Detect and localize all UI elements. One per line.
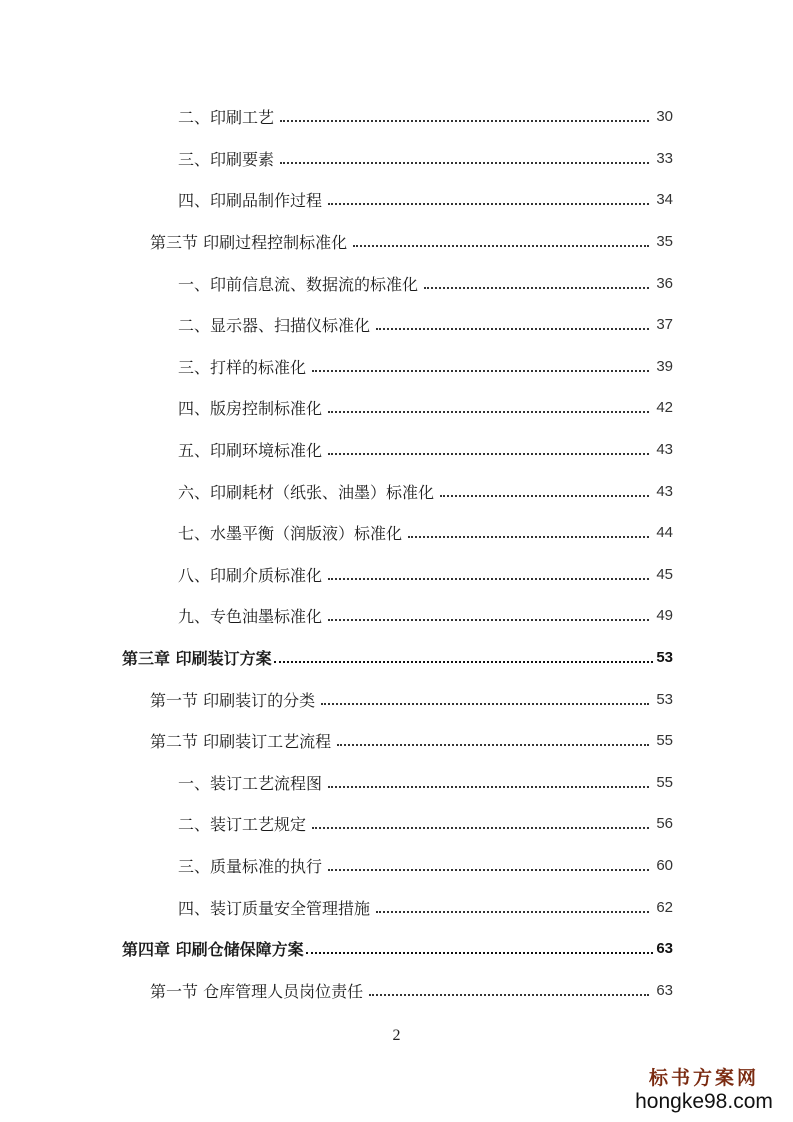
toc-dot-leader <box>376 327 649 330</box>
toc-entry-title: 五、印刷环境标准化 <box>178 441 323 461</box>
toc-entry-page: 35 <box>656 233 673 251</box>
toc-entry-page: 44 <box>656 524 673 542</box>
page-number: 2 <box>392 1027 401 1044</box>
toc-entry-page: 55 <box>656 732 673 750</box>
toc-dot-leader <box>274 660 653 663</box>
toc-entry[interactable] <box>0 512 793 554</box>
toc-entry[interactable] <box>0 678 793 720</box>
toc-dot-leader <box>312 826 649 829</box>
toc-dot-leader <box>328 618 649 621</box>
toc-entry-title: 三、印刷要素 <box>178 149 275 169</box>
toc-entry[interactable] <box>0 96 793 138</box>
toc-entry-page: 42 <box>656 399 673 417</box>
toc-entry-page: 49 <box>656 607 673 625</box>
toc-entry[interactable] <box>0 845 793 887</box>
toc-entry[interactable] <box>0 762 793 804</box>
toc-entry[interactable] <box>0 387 793 429</box>
toc-entry[interactable] <box>0 928 793 970</box>
toc-entry-page: 62 <box>656 898 673 916</box>
toc-entry-page: 63 <box>656 940 673 958</box>
toc-dot-leader <box>328 785 649 788</box>
toc-entry-page: 53 <box>656 690 673 708</box>
toc-dot-leader <box>306 951 653 954</box>
toc-entry[interactable] <box>0 720 793 762</box>
toc-entry-title: 第一节 仓库管理人员岗位责任 <box>150 981 364 1001</box>
toc-entry-title: 四、装订质量安全管理措施 <box>178 898 371 918</box>
toc-dot-leader <box>328 410 649 413</box>
toc-dot-leader <box>328 202 649 205</box>
watermark-url-text: hongke98.com <box>635 1090 773 1113</box>
toc-entry[interactable] <box>0 470 793 512</box>
toc-entry-title: 第四章 印刷仓储保障方案 <box>122 940 304 960</box>
toc-entry-page: 63 <box>656 981 673 999</box>
toc-entry-page: 56 <box>656 815 673 833</box>
toc-dot-leader <box>328 868 649 871</box>
toc-entry-title: 七、水墨平衡（润版液）标准化 <box>178 524 403 544</box>
toc-dot-leader <box>328 577 649 580</box>
watermark-logo <box>629 1066 779 1114</box>
toc-entry[interactable] <box>0 886 793 928</box>
toc-entry[interactable] <box>0 637 793 679</box>
toc-entry-page: 36 <box>656 274 673 292</box>
toc-entry-page: 55 <box>656 773 673 791</box>
toc-entry-title: 二、印刷工艺 <box>178 108 275 128</box>
toc-entry-page: 45 <box>656 565 673 583</box>
toc-entry-title: 第一节 印刷装订的分类 <box>150 690 316 710</box>
toc-dot-leader <box>353 244 649 247</box>
toc-dot-leader <box>337 743 649 746</box>
toc-entry[interactable] <box>0 429 793 471</box>
toc-entry[interactable] <box>0 803 793 845</box>
toc-entry-title: 一、装订工艺流程图 <box>178 773 323 793</box>
toc-entry[interactable] <box>0 554 793 596</box>
toc-dot-leader <box>328 452 649 455</box>
toc-dot-leader <box>376 910 649 913</box>
toc-entry[interactable] <box>0 221 793 263</box>
toc-entry-title: 八、印刷介质标准化 <box>178 565 323 585</box>
toc-entry-title: 第三章 印刷装订方案 <box>122 649 272 669</box>
toc-entry-title: 四、印刷品制作过程 <box>178 191 323 211</box>
toc-dot-leader <box>280 119 649 122</box>
toc-entry-title: 二、装订工艺规定 <box>178 815 307 835</box>
toc-entry[interactable] <box>0 595 793 637</box>
toc-entry-page: 37 <box>656 316 673 334</box>
watermark-cn-text: 标书方案网 <box>648 1067 759 1089</box>
toc-entry-page: 60 <box>656 856 673 874</box>
toc-dot-leader <box>424 286 649 289</box>
toc-entry-page: 53 <box>656 649 673 667</box>
toc-entry-page: 34 <box>656 191 673 209</box>
toc-entry[interactable] <box>0 179 793 221</box>
table-of-contents <box>0 96 793 1011</box>
toc-entry-page: 39 <box>656 357 673 375</box>
toc-entry-title: 六、印刷耗材（纸张、油墨）标准化 <box>178 482 435 502</box>
toc-entry-title: 三、打样的标准化 <box>178 357 307 377</box>
toc-entry-title: 二、显示器、扫描仪标准化 <box>178 316 371 336</box>
toc-entry-title: 第二节 印刷装订工艺流程 <box>150 732 332 752</box>
toc-entry-title: 九、专色油墨标准化 <box>178 607 323 627</box>
toc-dot-leader <box>280 161 649 164</box>
toc-dot-leader <box>408 535 649 538</box>
toc-entry-page: 43 <box>656 441 673 459</box>
toc-dot-leader <box>312 369 649 372</box>
toc-entry-title: 第三节 印刷过程控制标准化 <box>150 233 348 253</box>
toc-dot-leader <box>369 993 649 996</box>
toc-entry-page: 43 <box>656 482 673 500</box>
toc-entry-title: 三、质量标准的执行 <box>178 856 323 876</box>
toc-entry[interactable] <box>0 262 793 304</box>
toc-entry-title: 四、版房控制标准化 <box>178 399 323 419</box>
toc-entry-title: 一、印前信息流、数据流的标准化 <box>178 274 419 294</box>
toc-entry[interactable] <box>0 346 793 388</box>
toc-dot-leader <box>440 494 649 497</box>
toc-entry-page: 30 <box>656 108 673 126</box>
toc-entry[interactable] <box>0 138 793 180</box>
toc-entry-page: 33 <box>656 149 673 167</box>
toc-entry[interactable] <box>0 304 793 346</box>
toc-entry[interactable] <box>0 969 793 1011</box>
toc-dot-leader <box>321 702 649 705</box>
